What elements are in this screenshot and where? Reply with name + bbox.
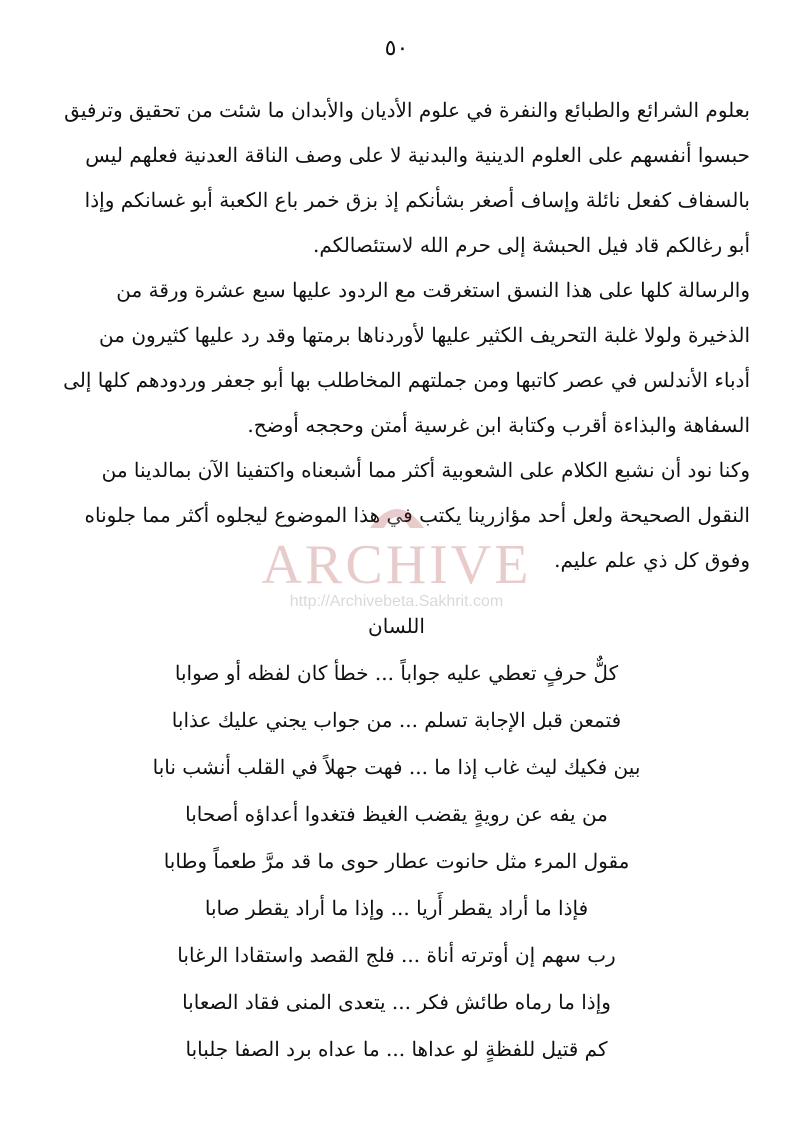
paragraph: [48, 448, 750, 583]
poem-verse: وإذا ما رماه طائش فكر ... يتعدى المنى فقاد الصعابا: [182, 990, 611, 1014]
poem-verse: رب سهم إن أوترته أناة ... فلج القصد واستقادا الرغابا: [177, 943, 616, 967]
poem-verse: فتمعن قبل الإجابة تسلم ... من جواب يجني عليك عذابا: [171, 708, 622, 732]
text-line: النقول الصحيحة ولعل أحد مؤازرينا يكتب في هذا الموضوع ليجلوه أكثر مما جلوناه: [84, 503, 750, 527]
text-line: وكنا نود أن نشبع الكلام على الشعوبية أكثر مما أشبعناه واكتفينا الآن بمالدينا من: [101, 458, 750, 482]
poem-verse: فإذا ما أراد يقطر أَريا ... وإذا ما أراد يقطر صابا: [204, 896, 589, 920]
text-line: أدباء الأندلس في عصر كاتبها ومن جملتهم المخاطلب بها أبو جعفر وردودهم كلها إلى: [63, 368, 750, 392]
text-line: حبسوا أنفسهم على العلوم الدينية والبدنية لا على وصف الناقة العدنية فعلهم ليس: [85, 143, 750, 167]
text-line: بعلوم الشرائع والطبائع والنفرة في علوم الأديان والأبدان ما شئت من تحقيق وترفيق: [64, 98, 750, 122]
paragraph: [48, 268, 750, 448]
text-line: بالسفاف كفعل نائلة وإساف أصغر بشأنكم إذ بزق خمر باع الكعبة أبو غسانكم وإذا: [84, 188, 750, 212]
text-line: الذخيرة ولولا غلبة التحريف الكثير عليها لأوردناها برمتها وقد رد عليها كثيرون من: [99, 323, 750, 347]
poem-title: اللسان: [368, 614, 425, 638]
poem-verse: كم قتيل للفظةٍ لو عداها ... ما عداه برد الصفا جلبابا: [185, 1037, 608, 1061]
poem-verse: كلٌّ حرفٍ تعطي عليه جواباً ... خطأ كان لفظه أو صوابا: [174, 661, 619, 685]
text-line: أبو رغالكم قاد فيل الحبشة إلى حرم الله لاستئصالكم.: [312, 233, 750, 257]
paragraph: [48, 88, 750, 268]
poem-verse: مقول المرء مثل حانوت عطار حوى ما قد مرَّ طعماً وطابا: [163, 849, 630, 873]
text-line: السفاهة والبذاءة أقرب وكتابة ابن غرسية أمتن وحججه أوضح.: [247, 413, 750, 437]
poem: [0, 650, 793, 1073]
text-line: وفوق كل ذي علم عليم.: [554, 548, 750, 572]
article-body: [48, 88, 750, 583]
poem-verse: من يفه عن رويةٍ يقضب الغيظ فتغدوا أعداؤه أصحابا: [185, 802, 608, 826]
text-line: والرسالة كلها على هذا النسق استغرقت مع الردود عليها سبع عشرة ورقة من: [116, 278, 750, 302]
poem-verse: بين فكيك ليث غاب إذا ما ... فهت جهلاً في القلب أنشب نابا: [152, 755, 641, 779]
page-number: ٥٠: [384, 36, 409, 61]
watermark-title: ARCHIVE: [261, 534, 532, 596]
watermark-url: http://Archivebeta.Sakhrit.com: [289, 593, 504, 610]
